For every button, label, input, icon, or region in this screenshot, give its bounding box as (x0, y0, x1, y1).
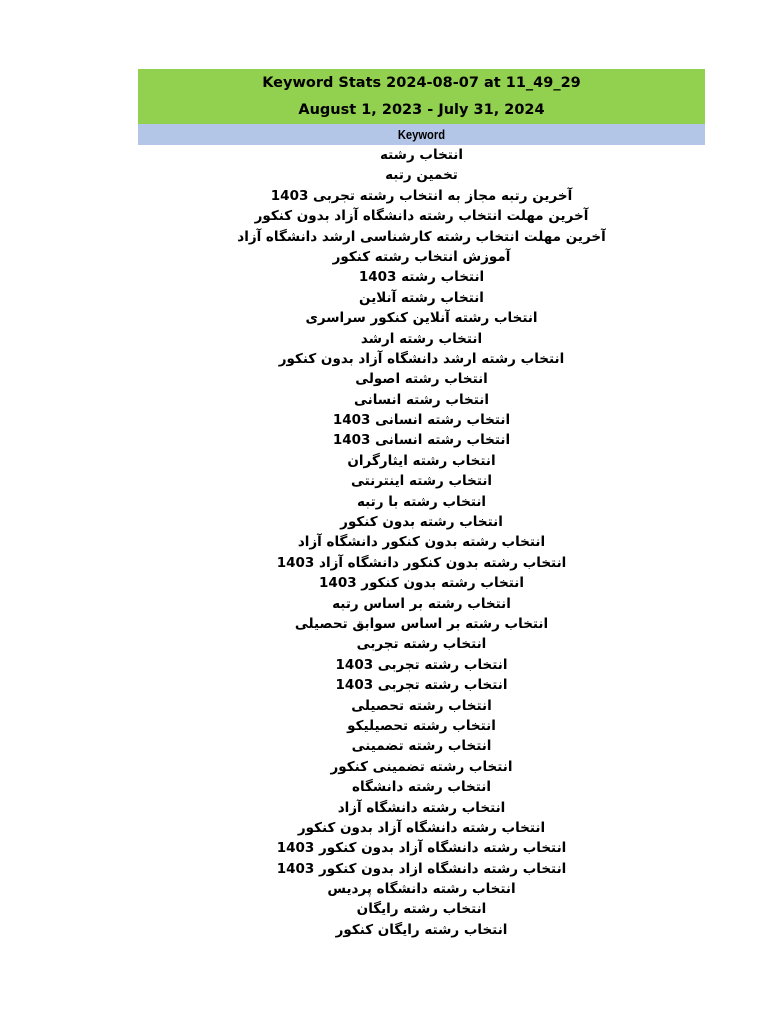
keyword-row: انتخاب رشته تحصیلیکو (347, 717, 496, 734)
keyword-row: آخرین رتبه مجاز به انتخاب رشته تجربی 1403 (270, 187, 573, 204)
keyword-row: انتخاب رشته رایگان کنکور (335, 921, 508, 938)
keyword-row: انتخاب رشته بدون کنکور دانشگاه آزاد 1403 (276, 554, 567, 571)
keyword-row: انتخاب رشته انسانی (354, 391, 489, 408)
keyword-row: انتخاب رشته بدون کنکور (340, 514, 503, 531)
keyword-row: انتخاب رشته دانشگاه آزاد (337, 799, 506, 816)
keyword-row: انتخاب رشته دانشگاه (352, 779, 491, 796)
keyword-row: انتخاب رشته رایگان (356, 901, 487, 918)
keyword-row: انتخاب رشته بر اساس سوابق تحصیلی (294, 615, 549, 632)
keyword-row: انتخاب رشته آنلاین کنکور سراسری (305, 310, 538, 327)
keyword-row: انتخاب رشته تجربی 1403 (335, 677, 508, 694)
keyword-row: انتخاب رشته ارشد (360, 330, 483, 347)
keyword-list (138, 145, 705, 940)
keyword-stats-sheet (138, 69, 705, 940)
keyword-row: آخرین مهلت انتخاب رشته کارشناسی ارشد دانشگاه آزاد (237, 228, 606, 245)
keyword-row: انتخاب رشته دانشگاه آزاد بدون کنکور 1403 (276, 840, 567, 857)
keyword-row: انتخاب رشته 1403 (358, 269, 485, 286)
keyword-row: انتخاب رشته تضمینی (351, 738, 492, 755)
keyword-row: انتخاب رشته دانشگاه ازاد بدون کنکور 1403 (276, 860, 567, 877)
report-header (138, 69, 705, 124)
keyword-row: انتخاب رشته بر اساس رتبه (332, 595, 511, 612)
keyword-row: انتخاب رشته اینترنتی (350, 473, 493, 490)
keyword-row: انتخاب رشته اصولی (355, 371, 488, 388)
keyword-row: آخرین مهلت انتخاب رشته دانشگاه آزاد بدون کنکور (254, 208, 589, 225)
keyword-row: آموزش انتخاب رشته کنکور (332, 248, 511, 265)
keyword-row: انتخاب رشته دانشگاه پردیس (327, 881, 516, 898)
keyword-row: انتخاب رشته (379, 147, 464, 163)
keyword-row: انتخاب رشته با رتبه (356, 493, 487, 510)
keyword-row: انتخاب رشته تحصیلی (351, 697, 492, 714)
keyword-row: انتخاب رشته ارشد دانشگاه آزاد بدون کنکور (278, 350, 565, 367)
keyword-row: انتخاب رشته بدون کنکور 1403 (319, 575, 524, 592)
keyword-row: انتخاب رشته تجربی 1403 (335, 656, 508, 673)
keyword-row: انتخاب رشته تجربی (356, 636, 487, 653)
keyword-row: انتخاب رشته دانشگاه آزاد بدون کنکور (297, 819, 546, 836)
keyword-column-header (138, 124, 705, 145)
report-date-range: August 1, 2023 - July 31, 2024 (298, 101, 545, 118)
keyword-row: انتخاب رشته آنلاین (359, 289, 484, 306)
keyword-row: انتخاب رشته ایثارگران (347, 452, 496, 469)
keyword-row: انتخاب رشته تضمینی کنکور (330, 758, 513, 775)
keyword-row: انتخاب رشته انسانی 1403 (332, 432, 511, 449)
keyword-row: تخمین رتبه (385, 167, 458, 184)
keyword-row: انتخاب رشته بدون کنکور دانشگاه آزاد (297, 534, 546, 551)
report-title: Keyword Stats 2024-08-07 at 11_49_29 (262, 74, 581, 91)
keyword-row: انتخاب رشته انسانی 1403 (332, 412, 511, 429)
keyword-column-header-label: Keyword (397, 127, 446, 142)
